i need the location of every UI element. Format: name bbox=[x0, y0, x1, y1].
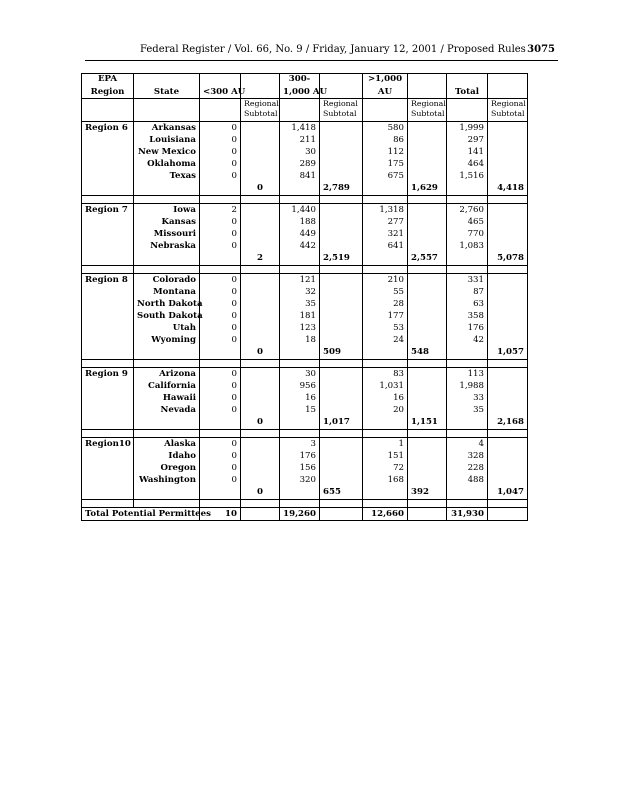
spacer-row bbox=[82, 430, 528, 438]
table-row bbox=[82, 392, 528, 404]
table-row bbox=[82, 310, 528, 322]
gt1000-cell: 641 bbox=[363, 240, 408, 252]
table-row bbox=[82, 450, 528, 462]
total-cell: 42 bbox=[447, 334, 488, 346]
mid-cell: 841 bbox=[280, 170, 320, 182]
region-label: Region10 bbox=[82, 438, 134, 451]
lt300-cell: 0 bbox=[200, 170, 241, 182]
subtotal-total: 1,047 bbox=[488, 486, 528, 500]
lt300-cell: 0 bbox=[200, 392, 241, 404]
mid-cell: 30 bbox=[280, 146, 320, 158]
state-cell: California bbox=[134, 380, 200, 392]
subtotal-lt300: 0 bbox=[241, 416, 280, 430]
gt1000-cell: 28 bbox=[363, 298, 408, 310]
subtotal-gt1000: 1,151 bbox=[408, 416, 447, 430]
table-row bbox=[82, 322, 528, 334]
spacer-row bbox=[82, 196, 528, 204]
gt1000-cell: 83 bbox=[363, 368, 408, 381]
grand-total-row bbox=[82, 508, 528, 521]
mid-cell: 16 bbox=[280, 392, 320, 404]
table-row bbox=[82, 134, 528, 146]
mid-cell: 320 bbox=[280, 474, 320, 486]
lt300-cell: 0 bbox=[200, 380, 241, 392]
table-row bbox=[82, 334, 528, 346]
col-header-state: State bbox=[134, 86, 200, 99]
state-cell: Arizona bbox=[134, 368, 200, 381]
running-head: Federal Register / Vol. 66, No. 9 / Friday, January 12, 2001 / Proposed Rules bbox=[140, 44, 526, 55]
region-label: Region 7 bbox=[82, 204, 134, 217]
total-cell: 113 bbox=[447, 368, 488, 381]
grand-total-gt1000: 12,660 bbox=[363, 508, 408, 521]
state-cell: Montana bbox=[134, 286, 200, 298]
total-cell: 464 bbox=[447, 158, 488, 170]
gt1000-cell: 321 bbox=[363, 228, 408, 240]
lt300-cell: 0 bbox=[200, 228, 241, 240]
total-cell: 35 bbox=[447, 404, 488, 416]
mid-cell: 181 bbox=[280, 310, 320, 322]
lt300-cell: 0 bbox=[200, 322, 241, 334]
subtotal-total: 4,418 bbox=[488, 182, 528, 196]
col-header-subtotal-mid: Regional Subtotal bbox=[320, 99, 363, 122]
col-header-subtotal-total: Regional Subtotal bbox=[488, 99, 528, 122]
total-cell: 331 bbox=[447, 274, 488, 287]
table-row bbox=[82, 158, 528, 170]
col-header-subtotal-gt: Regional Subtotal bbox=[408, 99, 447, 122]
total-cell: 358 bbox=[447, 310, 488, 322]
table-row bbox=[82, 204, 528, 217]
subtotal-mid: 2,789 bbox=[320, 182, 363, 196]
gt1000-cell: 16 bbox=[363, 392, 408, 404]
subtotal-gt1000: 548 bbox=[408, 346, 447, 360]
lt300-cell: 0 bbox=[200, 438, 241, 451]
mid-cell: 289 bbox=[280, 158, 320, 170]
state-cell: Wyoming bbox=[134, 334, 200, 346]
lt300-cell: 0 bbox=[200, 450, 241, 462]
gt1000-cell: 210 bbox=[363, 274, 408, 287]
spacer-row bbox=[82, 500, 528, 508]
total-cell: 228 bbox=[447, 462, 488, 474]
subtotal-row bbox=[82, 486, 528, 500]
gt1000-cell: 86 bbox=[363, 134, 408, 146]
subtotal-mid: 2,519 bbox=[320, 252, 363, 266]
grand-total-lt300: 10 bbox=[200, 508, 241, 521]
subtotal-lt300: 0 bbox=[241, 346, 280, 360]
subtotal-lt300: 2 bbox=[241, 252, 280, 266]
gt1000-cell: 112 bbox=[363, 146, 408, 158]
total-cell: 770 bbox=[447, 228, 488, 240]
state-cell: Arkansas bbox=[134, 122, 200, 135]
total-cell: 1,516 bbox=[447, 170, 488, 182]
state-cell: Kansas bbox=[134, 216, 200, 228]
lt300-cell: 0 bbox=[200, 404, 241, 416]
mid-cell: 123 bbox=[280, 322, 320, 334]
lt300-cell: 0 bbox=[200, 334, 241, 346]
mid-cell: 18 bbox=[280, 334, 320, 346]
subtotal-mid: 509 bbox=[320, 346, 363, 360]
subtotal-mid: 1,017 bbox=[320, 416, 363, 430]
table-row bbox=[82, 368, 528, 381]
total-cell: 87 bbox=[447, 286, 488, 298]
lt300-cell: 0 bbox=[200, 146, 241, 158]
state-cell: Oregon bbox=[134, 462, 200, 474]
lt300-cell: 0 bbox=[200, 368, 241, 381]
gt1000-cell: 1 bbox=[363, 438, 408, 451]
header-row-2: Region State <300 AU 1,000 AU AU Total bbox=[82, 86, 528, 99]
mid-cell: 156 bbox=[280, 462, 320, 474]
spacer-row bbox=[82, 360, 528, 368]
state-cell: Alaska bbox=[134, 438, 200, 451]
state-cell: Washington bbox=[134, 474, 200, 486]
gt1000-cell: 675 bbox=[363, 170, 408, 182]
subtotal-gt1000: 2,557 bbox=[408, 252, 447, 266]
subtotal-row bbox=[82, 182, 528, 196]
state-cell: Oklahoma bbox=[134, 158, 200, 170]
lt300-cell: 0 bbox=[200, 240, 241, 252]
subtotal-mid: 655 bbox=[320, 486, 363, 500]
gt1000-cell: 53 bbox=[363, 322, 408, 334]
subtotal-row bbox=[82, 416, 528, 430]
lt300-cell: 0 bbox=[200, 158, 241, 170]
state-cell: Nevada bbox=[134, 404, 200, 416]
total-cell: 1,999 bbox=[447, 122, 488, 135]
subtotal-row bbox=[82, 252, 528, 266]
header-row-1 bbox=[82, 74, 528, 87]
gt1000-cell: 72 bbox=[363, 462, 408, 474]
table-row bbox=[82, 462, 528, 474]
table-row bbox=[82, 298, 528, 310]
mid-cell: 449 bbox=[280, 228, 320, 240]
mid-cell: 32 bbox=[280, 286, 320, 298]
gt1000-cell: 151 bbox=[363, 450, 408, 462]
total-cell: 63 bbox=[447, 298, 488, 310]
table-row bbox=[82, 274, 528, 287]
lt300-cell: 0 bbox=[200, 274, 241, 287]
mid-cell: 176 bbox=[280, 450, 320, 462]
lt300-cell: 0 bbox=[200, 298, 241, 310]
gt1000-cell: 277 bbox=[363, 216, 408, 228]
table-row bbox=[82, 146, 528, 158]
mid-cell: 3 bbox=[280, 438, 320, 451]
subtotal-total: 2,168 bbox=[488, 416, 528, 430]
gt1000-cell: 1,318 bbox=[363, 204, 408, 217]
mid-cell: 211 bbox=[280, 134, 320, 146]
state-cell: North Dakota bbox=[134, 298, 200, 310]
subtotal-lt300: 0 bbox=[241, 486, 280, 500]
mid-cell: 956 bbox=[280, 380, 320, 392]
subtotal-row bbox=[82, 346, 528, 360]
col-header-gt1000: >1,000 bbox=[363, 74, 408, 87]
state-cell: Iowa bbox=[134, 204, 200, 217]
gt1000-cell: 175 bbox=[363, 158, 408, 170]
total-cell: 33 bbox=[447, 392, 488, 404]
region-label: Region 8 bbox=[82, 274, 134, 287]
table-row bbox=[82, 240, 528, 252]
mid-cell: 35 bbox=[280, 298, 320, 310]
table-row bbox=[82, 404, 528, 416]
state-cell: New Mexico bbox=[134, 146, 200, 158]
permittees-table bbox=[81, 73, 528, 521]
subtotal-gt1000: 392 bbox=[408, 486, 447, 500]
lt300-cell: 0 bbox=[200, 286, 241, 298]
lt300-cell: 0 bbox=[200, 216, 241, 228]
grand-total-total: 31,930 bbox=[447, 508, 488, 521]
col-header-lt300: <300 AU bbox=[200, 86, 241, 99]
total-cell: 176 bbox=[447, 322, 488, 334]
table-row bbox=[82, 228, 528, 240]
mid-cell: 188 bbox=[280, 216, 320, 228]
gt1000-cell: 168 bbox=[363, 474, 408, 486]
state-cell: Texas bbox=[134, 170, 200, 182]
state-cell: Louisiana bbox=[134, 134, 200, 146]
gt1000-cell: 580 bbox=[363, 122, 408, 135]
state-cell: Nebraska bbox=[134, 240, 200, 252]
table-body bbox=[82, 74, 528, 521]
mid-cell: 442 bbox=[280, 240, 320, 252]
subtotal-total: 5,078 bbox=[488, 252, 528, 266]
col-header-300-1000: 300- bbox=[280, 74, 320, 87]
grand-total-mid: 19,260 bbox=[280, 508, 320, 521]
mid-cell: 30 bbox=[280, 368, 320, 381]
lt300-cell: 0 bbox=[200, 122, 241, 135]
mid-cell: 1,440 bbox=[280, 204, 320, 217]
total-cell: 141 bbox=[447, 146, 488, 158]
table-row bbox=[82, 474, 528, 486]
state-cell: Colorado bbox=[134, 274, 200, 287]
table-row bbox=[82, 216, 528, 228]
total-cell: 1,083 bbox=[447, 240, 488, 252]
mid-cell: 121 bbox=[280, 274, 320, 287]
subtotal-lt300: 0 bbox=[241, 182, 280, 196]
gt1000-cell: 24 bbox=[363, 334, 408, 346]
lt300-cell: 0 bbox=[200, 310, 241, 322]
state-cell: Idaho bbox=[134, 450, 200, 462]
total-cell: 328 bbox=[447, 450, 488, 462]
total-cell: 4 bbox=[447, 438, 488, 451]
gt1000-cell: 1,031 bbox=[363, 380, 408, 392]
total-cell: 2,760 bbox=[447, 204, 488, 217]
state-cell: Utah bbox=[134, 322, 200, 334]
mid-cell: 1,418 bbox=[280, 122, 320, 135]
gt1000-cell: 177 bbox=[363, 310, 408, 322]
table-row bbox=[82, 286, 528, 298]
region-label: Region 9 bbox=[82, 368, 134, 381]
region-label: Region 6 bbox=[82, 122, 134, 135]
gt1000-cell: 55 bbox=[363, 286, 408, 298]
lt300-cell: 0 bbox=[200, 134, 241, 146]
state-cell: Missouri bbox=[134, 228, 200, 240]
lt300-cell: 0 bbox=[200, 474, 241, 486]
table-row bbox=[82, 170, 528, 182]
header-rule bbox=[85, 60, 558, 61]
lt300-cell: 2 bbox=[200, 204, 241, 217]
grand-total-label: Total Potential Permittees bbox=[82, 508, 200, 521]
col-header-total: Total bbox=[447, 86, 488, 99]
state-cell: South Dakota bbox=[134, 310, 200, 322]
total-cell: 488 bbox=[447, 474, 488, 486]
state-cell: Hawaii bbox=[134, 392, 200, 404]
total-cell: 297 bbox=[447, 134, 488, 146]
spacer-row bbox=[82, 266, 528, 274]
col-header-subtotal-lt300: Regional Subtotal bbox=[241, 99, 280, 122]
total-cell: 1,988 bbox=[447, 380, 488, 392]
subtotal-gt1000: 1,629 bbox=[408, 182, 447, 196]
subtotal-total: 1,057 bbox=[488, 346, 528, 360]
lt300-cell: 0 bbox=[200, 462, 241, 474]
gt1000-cell: 20 bbox=[363, 404, 408, 416]
total-cell: 465 bbox=[447, 216, 488, 228]
page-number: 3075 bbox=[527, 44, 555, 55]
header-row-3 bbox=[82, 99, 528, 122]
table-row bbox=[82, 380, 528, 392]
mid-cell: 15 bbox=[280, 404, 320, 416]
table-row bbox=[82, 438, 528, 451]
table-row bbox=[82, 122, 528, 135]
col-header-epa-region: EPA bbox=[82, 74, 134, 87]
